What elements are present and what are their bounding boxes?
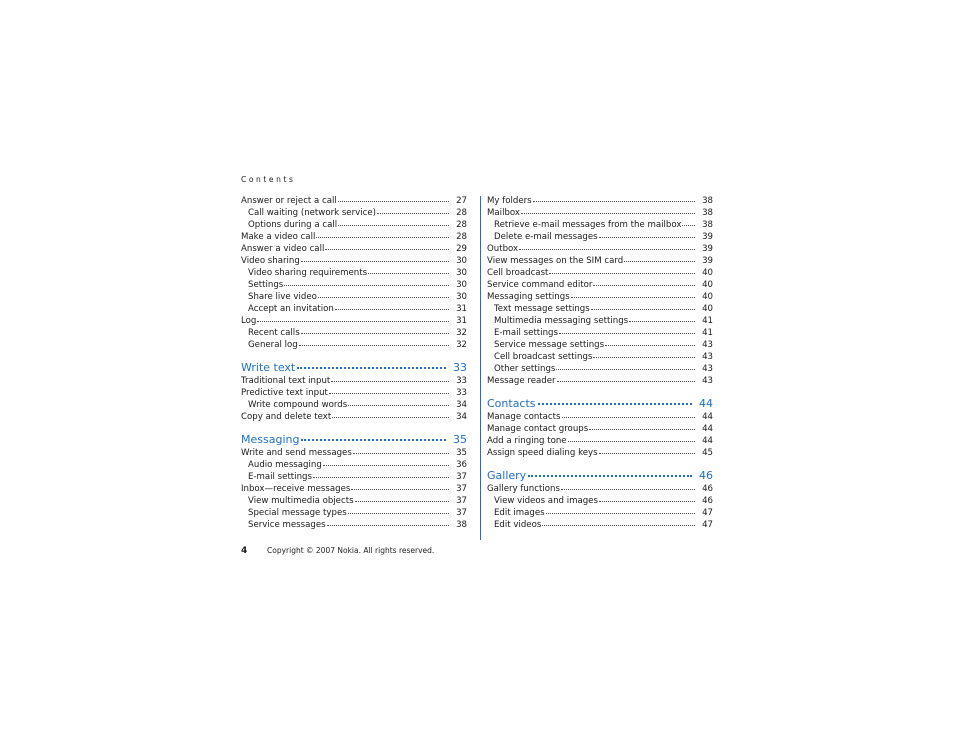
dot-leader: [521, 212, 695, 214]
toc-page-number: 45: [702, 448, 713, 458]
toc-entry-label: Write compound words: [248, 400, 348, 410]
dot-leader: [297, 366, 446, 369]
toc-entry[interactable]: [241, 231, 467, 243]
page-number: 4: [241, 546, 248, 556]
toc-page-number: 43: [702, 376, 713, 386]
toc-page-number: 28: [456, 208, 467, 218]
dot-leader: [538, 402, 692, 405]
toc-entry[interactable]: [487, 483, 713, 495]
toc-entry[interactable]: [487, 339, 713, 351]
toc-entry-label: Text message settings: [494, 304, 590, 314]
toc-entry[interactable]: [487, 195, 713, 207]
toc-entry-label: Contacts: [487, 397, 536, 410]
dot-leader: [559, 332, 695, 334]
toc-entry-label: Video sharing requirements: [248, 268, 368, 278]
dot-leader: [348, 404, 449, 406]
toc-entry-label: Video sharing: [241, 256, 300, 266]
dot-leader: [542, 524, 695, 526]
toc-entry-label: Accept an invitation: [248, 304, 334, 314]
dot-leader: [605, 344, 695, 346]
dot-leader: [377, 212, 449, 214]
toc-entry-label: Retrieve e-mail messages from the mailbox: [494, 220, 682, 230]
dot-leader: [571, 296, 695, 298]
toc-entry[interactable]: [241, 507, 467, 519]
dot-leader: [682, 224, 695, 226]
dot-leader: [325, 248, 449, 250]
dot-leader: [327, 524, 449, 526]
toc-page-number: 38: [702, 208, 713, 218]
toc-page-number: 41: [702, 328, 713, 338]
toc-page-number: 47: [702, 508, 713, 518]
toc-entry[interactable]: [241, 495, 467, 507]
toc-entry[interactable]: [241, 447, 467, 459]
dot-leader: [629, 320, 695, 322]
dot-leader: [599, 236, 695, 238]
toc-page-number: 28: [456, 232, 467, 242]
toc-page-number: 39: [702, 232, 713, 242]
toc-entry[interactable]: [487, 291, 713, 303]
dot-leader: [546, 512, 695, 514]
toc-section-heading[interactable]: [241, 432, 467, 447]
dot-leader: [316, 236, 449, 238]
dot-leader: [301, 260, 449, 262]
toc-page-number: 39: [702, 244, 713, 254]
toc-page-number: 44: [702, 424, 713, 434]
toc-entry-label: Write text: [241, 361, 296, 374]
toc-page-number: 46: [699, 469, 713, 482]
toc-entry-label: E-mail settings: [248, 472, 312, 482]
toc-entry[interactable]: [487, 351, 713, 363]
toc-entry[interactable]: [487, 519, 713, 531]
toc-entry-label: Manage contact groups: [487, 424, 589, 434]
toc-entry-label: View multimedia objects: [248, 496, 354, 506]
toc-entry-label: Delete e-mail messages: [494, 232, 598, 242]
toc-page-number: 35: [456, 448, 467, 458]
toc-entry-label: Add a ringing tone: [487, 436, 567, 446]
dot-leader: [591, 308, 695, 310]
toc-entry[interactable]: [487, 411, 713, 423]
toc-entry-label: Write and send messages: [241, 448, 352, 458]
dot-leader: [368, 272, 449, 274]
toc-page-number: 31: [456, 316, 467, 326]
toc-entry[interactable]: [487, 303, 713, 315]
toc-entry[interactable]: [487, 315, 713, 327]
toc-entry[interactable]: [487, 435, 713, 447]
toc-page-number: 43: [702, 364, 713, 374]
toc-entry[interactable]: [241, 471, 467, 483]
dot-leader: [351, 488, 449, 490]
toc-entry-label: Options during a call: [248, 220, 338, 230]
toc-page-number: 37: [456, 472, 467, 482]
toc-entry[interactable]: [241, 459, 467, 471]
toc-entry[interactable]: [487, 255, 713, 267]
toc-entry-label: Service message settings: [494, 340, 605, 350]
toc-page-number: 35: [453, 433, 467, 446]
toc-entry[interactable]: [241, 375, 467, 387]
toc-page-number: 38: [702, 220, 713, 230]
toc-entry[interactable]: [241, 387, 467, 399]
dot-leader: [593, 356, 695, 358]
toc-entry-label: Service command editor: [487, 280, 593, 290]
toc-page-number: 34: [456, 412, 467, 422]
column-divider: [480, 196, 481, 540]
toc-entry[interactable]: [241, 195, 467, 207]
toc-page-number: 29: [456, 244, 467, 254]
toc-page-number: 43: [702, 352, 713, 362]
toc-entry-label: My folders: [487, 196, 532, 206]
toc-page-number: 41: [702, 316, 713, 326]
toc-entry-label: Inbox—receive messages: [241, 484, 351, 494]
toc-page-number: 37: [456, 508, 467, 518]
toc-entry[interactable]: [487, 507, 713, 519]
dot-leader: [338, 224, 449, 226]
dot-leader: [593, 284, 695, 286]
dot-leader: [335, 308, 449, 310]
dot-leader: [599, 500, 695, 502]
toc-entry[interactable]: [487, 495, 713, 507]
toc-entry[interactable]: [487, 243, 713, 255]
dot-leader: [299, 344, 449, 346]
toc-page-number: 28: [456, 220, 467, 230]
toc-entry-label: Copy and delete text: [241, 412, 332, 422]
toc-entry-label: Manage contacts: [487, 412, 561, 422]
toc-entry-label: Other settings: [494, 364, 556, 374]
toc-entry[interactable]: [487, 207, 713, 219]
toc-page-number: 34: [456, 400, 467, 410]
toc-entry[interactable]: [487, 231, 713, 243]
toc-entry[interactable]: [241, 207, 467, 219]
dot-leader: [519, 248, 695, 250]
toc-entry[interactable]: [241, 243, 467, 255]
toc-entry-label: Answer a video call: [241, 244, 325, 254]
dot-leader: [568, 440, 695, 442]
dot-leader: [329, 392, 449, 394]
dot-leader: [528, 474, 692, 477]
dot-leader: [257, 320, 449, 322]
toc-entry-label: Traditional text input: [241, 376, 331, 386]
toc-page-number: 39: [702, 256, 713, 266]
toc-entry-label: Log: [241, 316, 257, 326]
toc-entry-label: Mailbox: [487, 208, 520, 218]
toc-entry-label: Outbox: [487, 244, 519, 254]
page-footer: [241, 546, 434, 556]
toc-entry-label: Special message types: [248, 508, 347, 518]
dot-leader: [348, 512, 449, 514]
toc-entry-label: Settings: [248, 280, 284, 290]
dot-leader: [338, 200, 449, 202]
dot-leader: [301, 438, 446, 441]
toc-entry[interactable]: [487, 375, 713, 387]
toc-entry-label: Predictive text input: [241, 388, 328, 398]
toc-entry[interactable]: [241, 339, 467, 351]
toc-entry[interactable]: [241, 279, 467, 291]
toc-entry[interactable]: [241, 255, 467, 267]
dot-leader: [624, 260, 695, 262]
toc-page-number: 30: [456, 292, 467, 302]
toc-entry-label: General log: [248, 340, 298, 350]
toc-entry[interactable]: [241, 411, 467, 423]
toc-page-number: 44: [702, 412, 713, 422]
toc-page-number: 33: [453, 361, 467, 374]
toc-entry-label: Answer or reject a call: [241, 196, 337, 206]
dot-leader: [562, 416, 695, 418]
toc-page-number: 36: [456, 460, 467, 470]
toc-entry[interactable]: [241, 327, 467, 339]
toc-entry-label: Recent calls: [248, 328, 300, 338]
toc-entry[interactable]: [241, 219, 467, 231]
toc-entry[interactable]: [487, 219, 713, 231]
toc-page-number: 37: [456, 484, 467, 494]
toc-page-number: 38: [702, 196, 713, 206]
toc-page-number: 33: [456, 376, 467, 386]
dot-leader: [353, 452, 449, 454]
dot-leader: [355, 500, 449, 502]
toc-page-number: 47: [702, 520, 713, 530]
dot-leader: [549, 272, 695, 274]
dot-leader: [599, 452, 695, 454]
toc-entry[interactable]: [241, 519, 467, 531]
toc-page-number: 33: [456, 388, 467, 398]
toc-page-number: 44: [699, 397, 713, 410]
toc-entry-label: Edit images: [494, 508, 545, 518]
toc-entry-label: Cell broadcast settings: [494, 352, 593, 362]
toc-entry-label: Audio messaging: [248, 460, 322, 470]
toc-entry-label: Message reader: [487, 376, 556, 386]
toc-page-number: 44: [702, 436, 713, 446]
dot-leader: [313, 476, 449, 478]
toc-entry[interactable]: [487, 447, 713, 459]
toc-section-heading[interactable]: [487, 468, 713, 483]
toc-entry-label: Messaging: [241, 433, 300, 446]
toc-entry[interactable]: [487, 327, 713, 339]
toc-page-number: 30: [456, 280, 467, 290]
toc-entry[interactable]: [241, 267, 467, 279]
toc-entry[interactable]: [487, 423, 713, 435]
toc-entry-label: Assign speed dialing keys: [487, 448, 598, 458]
toc-entry-label: View videos and images: [494, 496, 598, 506]
toc-entry-label: View messages on the SIM card: [487, 256, 624, 266]
dot-leader: [284, 284, 449, 286]
toc-entry[interactable]: [241, 291, 467, 303]
toc-entry-label: Make a video call: [241, 232, 316, 242]
dot-leader: [332, 416, 449, 418]
dot-leader: [301, 332, 449, 334]
toc-entry-label: Share live video: [248, 292, 317, 302]
page-section-title: Contents: [241, 175, 296, 184]
dot-leader: [318, 296, 449, 298]
toc-page-number: 40: [702, 304, 713, 314]
dot-leader: [557, 380, 695, 382]
toc-entry[interactable]: [487, 363, 713, 375]
toc-page-number: 40: [702, 268, 713, 278]
toc-page-number: 32: [456, 340, 467, 350]
dot-leader: [589, 428, 695, 430]
dot-leader: [331, 380, 449, 382]
toc-right-column: [487, 195, 713, 531]
toc-page-number: 46: [702, 496, 713, 506]
toc-page-number: 27: [456, 196, 467, 206]
toc-page-number: 30: [456, 268, 467, 278]
toc-left-column: [241, 195, 467, 531]
toc-entry-label: Messaging settings: [487, 292, 570, 302]
dot-leader: [533, 200, 695, 202]
toc-entry[interactable]: [241, 483, 467, 495]
toc-page-number: 30: [456, 256, 467, 266]
copyright-notice: Copyright © 2007 Nokia. All rights reserved.: [267, 546, 435, 555]
toc-page-number: 31: [456, 304, 467, 314]
toc-page-number: 46: [702, 484, 713, 494]
toc-page-number: 43: [702, 340, 713, 350]
toc-entry[interactable]: [241, 399, 467, 411]
toc-entry-label: Gallery functions: [487, 484, 560, 494]
toc-entry-label: Multimedia messaging settings: [494, 316, 629, 326]
toc-entry-label: E-mail settings: [494, 328, 558, 338]
toc-page-number: 32: [456, 328, 467, 338]
dot-leader: [556, 368, 695, 370]
toc-page-number: 38: [456, 520, 467, 530]
toc-entry[interactable]: [241, 303, 467, 315]
toc-page-number: 37: [456, 496, 467, 506]
dot-leader: [561, 488, 695, 490]
toc-entry-label: Gallery: [487, 469, 527, 482]
toc-section-heading[interactable]: [241, 360, 467, 375]
toc-entry[interactable]: [487, 267, 713, 279]
toc-entry-label: Edit videos: [494, 520, 542, 530]
toc-entry[interactable]: [487, 279, 713, 291]
toc-section-heading[interactable]: [487, 396, 713, 411]
toc-page-number: 40: [702, 280, 713, 290]
dot-leader: [323, 464, 449, 466]
toc-page-number: 40: [702, 292, 713, 302]
toc-entry[interactable]: [241, 315, 467, 327]
toc-entry-label: Call waiting (network service): [248, 208, 376, 218]
toc-entry-label: Service messages: [248, 520, 326, 530]
toc-entry-label: Cell broadcast: [487, 268, 549, 278]
